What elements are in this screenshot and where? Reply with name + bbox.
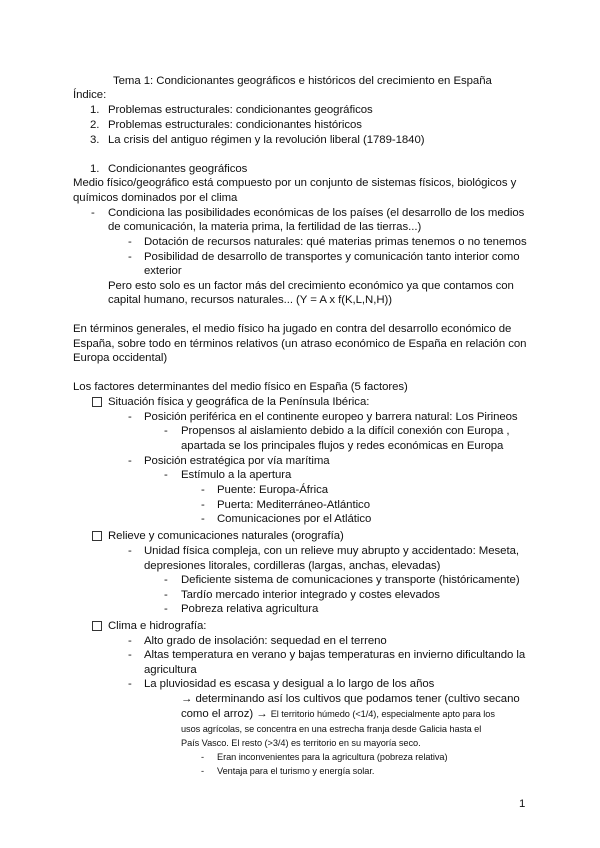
factor1-b: Posición estratégica por vía marítima: [144, 455, 330, 467]
factor3-c-text-4: País Vasco. El resto (>3/4) es territorio en su mayoría seco.: [181, 738, 421, 748]
bullet1-line-2: de comunicación, la materia prima, la fertilidad de las tierras...): [108, 221, 422, 233]
factor2-title: Relieve y comunicaciones naturales (orografía): [108, 530, 344, 542]
document-title: Tema 1: Condicionantes geográficos e históricos del crecimiento en España: [113, 75, 492, 87]
dash-bullet: -: [201, 499, 205, 511]
dash-bullet: -: [128, 545, 132, 557]
factor3-c-text-2a: como el arroz) →: [181, 708, 268, 720]
factor1-b1-item-1: Puente: Europa-África: [217, 484, 329, 496]
dash-bullet: -: [128, 251, 132, 263]
factor2-a-line-1: Unidad física compleja, con un relieve muy abrupto y accidentado: Meseta,: [144, 545, 519, 557]
general-line-2: España, sobre todo en términos relativos (un atraso económico de España en relación con: [73, 338, 527, 350]
dash-bullet: -: [164, 425, 168, 437]
dash-bullet: -: [164, 589, 168, 601]
general-line-1: En términos generales, el medio físico ha jugado en contra del desarrollo económico de: [73, 323, 512, 335]
factor1-b1-item-3: Comunicaciones por el Atlático: [217, 513, 372, 525]
factor1-a1-line-2: apartada se los principales flujos y redes económicas en Europa: [181, 440, 504, 452]
factor3-c-sub-1: Eran inconvenientes para la agricultura (pobreza relativa): [217, 752, 448, 762]
sub2-line-1: Posibilidad de desarrollo de transportes y comunicación tanto interior como: [144, 251, 520, 263]
page-number: 1: [519, 798, 526, 810]
dash-bullet: -: [91, 207, 95, 219]
factor2-sub-3: Pobreza relativa agricultura: [181, 603, 319, 615]
factor1-title: Situación física y geográfica de la Península Ibérica:: [108, 396, 370, 408]
dash-bullet: -: [128, 455, 132, 467]
factor1-b1-item-2: Puerta: Mediterráneo-Atlántico: [217, 499, 370, 511]
general-line-3: Europa occidental): [73, 352, 168, 364]
bullet1-line-1: Condiciona las posibilidades económicas de los países (el desarrollo de los medios: [108, 207, 525, 219]
dash-bullet: -: [201, 513, 205, 525]
intro-line-2: químicos dominados por el clima: [73, 192, 238, 204]
factor2-sub-2: Tardío mercado interior integrado y costes elevados: [181, 589, 440, 601]
factor1-a: Posición periférica en el continente europeo y barrera natural: Los Pirineos: [144, 411, 518, 423]
dash-bullet: -: [164, 603, 168, 615]
factor3-b-line-1: Altas temperatura en verano y bajas temperaturas en invierno dificultando la: [144, 649, 526, 661]
dash-bullet: -: [201, 766, 205, 776]
dash-bullet: -: [128, 635, 132, 647]
factor3-c-text-2b: El territorio húmedo (<1/4), especialmente apto para los: [270, 709, 495, 719]
section-num: 1.: [90, 163, 100, 175]
factor2-a-line-2: depresiones litorales, cordilleras (largas, anchas, elevadas): [144, 560, 441, 572]
dash-bullet: -: [164, 469, 168, 481]
factor3-title: Clima e hidrografía:: [108, 620, 207, 632]
factor1-a1-line-1: Propensos al aislamiento debido a la difícil conexión con Europa ,: [181, 425, 510, 437]
sub1-text: Dotación de recursos naturales: qué materias primas tenemos o no tenemos: [144, 236, 527, 248]
factor3-c: La pluviosidad es escasa y desigual a lo largo de los años: [144, 678, 435, 690]
index-item-1: Problemas estructurales: condicionantes geográficos: [108, 104, 373, 116]
factor3-b-line-2: agricultura: [144, 664, 197, 676]
factor1-b1: Estímulo a la apertura: [181, 469, 292, 481]
factor3-a: Alto grado de insolación: sequedad en el terreno: [144, 635, 387, 647]
dash-bullet: -: [201, 752, 205, 762]
factor-line-1: Pero esto solo es un factor más del crecimiento económico ya que contamos con: [108, 280, 514, 292]
dash-bullet: -: [201, 484, 205, 496]
index-num-3: 3.: [90, 134, 100, 146]
index-heading: Índice:: [73, 89, 107, 101]
dash-bullet: -: [164, 574, 168, 586]
factors-heading: Los factores determinantes del medio físico en España (5 factores): [73, 381, 408, 393]
dash-bullet: -: [128, 678, 132, 690]
index-num-1: 1.: [90, 104, 100, 116]
factor3-c-text-2: [181, 707, 495, 722]
factor3-c-text-1: → determinando así los cultivos que podamos tener (cultivo secano: [181, 693, 520, 705]
checkbox-factor-3[interactable]: [92, 621, 102, 631]
checkbox-factor-2[interactable]: [92, 531, 102, 541]
factor-line-2: capital humano, recursos naturales... (Y = A x f(K,L,N,H)): [108, 294, 392, 306]
dash-bullet: -: [128, 649, 132, 661]
index-item-2: Problemas estructurales: condicionantes históricos: [108, 119, 362, 131]
sub2-line-2: exterior: [144, 265, 182, 277]
index-item-3: La crisis del antiguo régimen y la revolución liberal (1789-1840): [108, 134, 425, 146]
dash-bullet: -: [128, 411, 132, 423]
factor2-sub-1: Deficiente sistema de comunicaciones y transporte (históricamente): [181, 574, 520, 586]
factor3-c-text-3: usos agrícolas, se concentra en una estrecha franja desde Galicia hasta el: [181, 724, 482, 734]
dash-bullet: -: [128, 236, 132, 248]
intro-line-1: Medio físico/geográfico está compuesto por un conjunto de sistemas físicos, biológicos y: [73, 177, 517, 189]
checkbox-factor-1[interactable]: [92, 397, 102, 407]
factor3-c-sub-2: Ventaja para el turismo y energía solar.: [217, 766, 375, 776]
index-num-2: 2.: [90, 119, 100, 131]
section-heading: Condicionantes geográficos: [108, 163, 248, 175]
